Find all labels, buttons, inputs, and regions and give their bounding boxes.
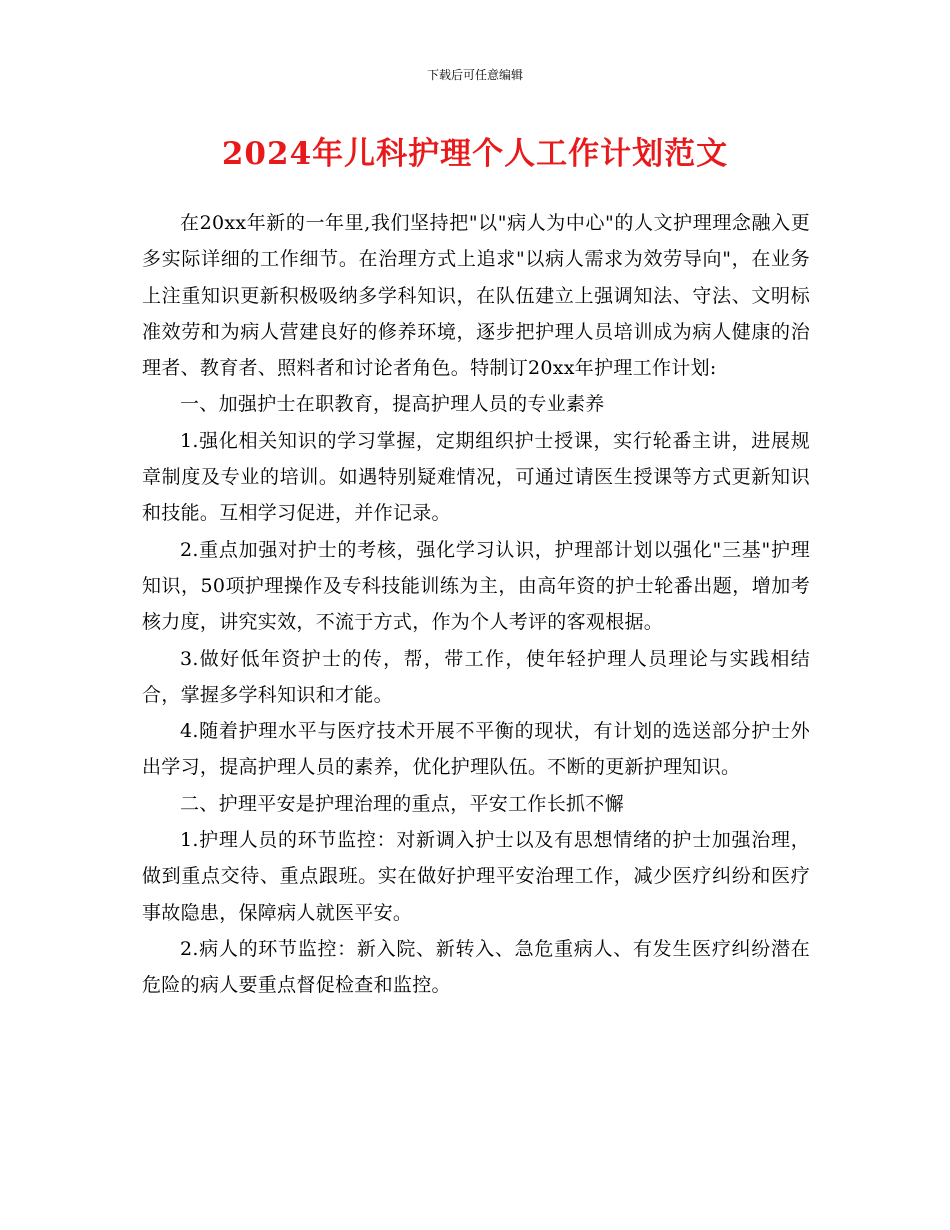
- paragraph-1-1: 1.强化相关知识的学习掌握，定期组织护士授课，实行轮番主讲，进展规章制度及专业的培训。如遇特别疑难情况，可通过请医生授课等方式更新知识和技能。互相学习促进，并作记录。: [142, 429, 810, 525]
- section-heading-2: 二、护理平安是护理治理的重点，平安工作长抓不懈: [180, 792, 624, 815]
- paragraph-2-1: 1.护理人员的环节监控：对新调入护士以及有思想情绪的护士加强治理，做到重点交待、重点跟班。实在做好护理平安治理工作，减少医疗纠纷和医疗事故隐患，保障病人就医平安。: [142, 829, 810, 924]
- paragraph-1-4: 4.随着护理水平与医疗技术开展不平衡的现状，有计划的选送部分护士外出学习，提高护理人员的素养，优化护理队伍。不断的更新护理知识。: [142, 720, 810, 779]
- paragraph-2-2: 2.病人的环节监控：新入院、新转入、急危重病人、有发生医疗纠纷潜在危险的病人要重点督促检查和监控。: [142, 937, 810, 997]
- download-note: 下载后可任意编辑: [426, 68, 523, 82]
- paragraph-1-3: 3.做好低年资护士的传，帮，带工作，使年轻护理人员理论与实践相结合，掌握多学科知识和才能。: [142, 647, 810, 706]
- paragraph-1-2: 2.重点加强对护士的考核，强化学习认识，护理部计划以强化"三基"护理知识，50项护理操作及专科技能训练为主，由高年资的护士轮番出题，增加考核力度，讲究实效，不流于方式，作为个人考评的客观根据。: [142, 538, 810, 634]
- intro-paragraph: 在20xx年新的一年里,我们坚持把"以"病人为中心"的人文护理理念融入更多实际详细的工作细节。在治理方式上追求"以病人需求为效劳导向"，在业务上注重知识更新积极吸纳多学科知识，在队伍建立上强调知法、守法、文明标准效劳和为病人营建良好的修养环境，逐步把护理人员培训成为病人健康的治理者、教育者、照料者和讨论者角色。特制订20xx年护理工作计划:: [142, 212, 810, 380]
- section-heading-1: 一、加强护士在职教育，提高护理人员的专业素养: [180, 393, 605, 416]
- document-title: 2024年儿科护理个人工作计划范文: [221, 136, 729, 172]
- document-body: [142, 205, 810, 1004]
